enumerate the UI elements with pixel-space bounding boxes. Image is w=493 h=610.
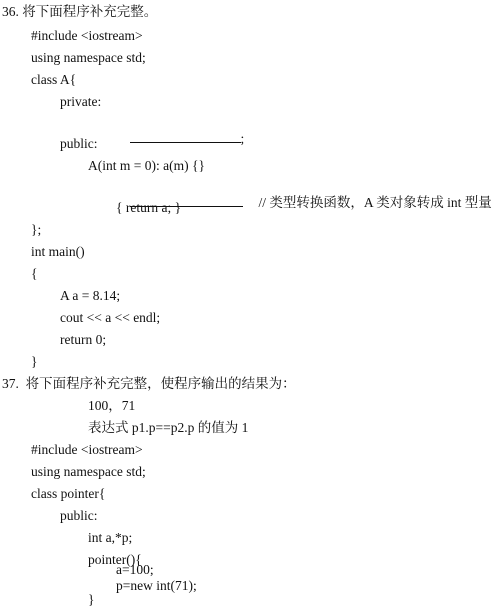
code-line: public: [60, 136, 98, 151]
semicolon: ; [240, 131, 245, 146]
fill-in-line-1 [116, 114, 245, 146]
code-line: return 0; [60, 332, 107, 347]
code-line: A(int m = 0): a(m) {} [88, 158, 205, 173]
code-line: } [88, 592, 95, 607]
code-line: class pointer{ [31, 486, 106, 501]
code-line: using namespace std; [31, 464, 146, 479]
code-line: public: [60, 508, 98, 523]
code-comment: // 类型转换函数，A 类对象转成 int 型量 [258, 195, 492, 210]
code-line: private: [60, 94, 102, 109]
code-line: using namespace std; [31, 50, 146, 65]
code-line: cout << a << endl; [60, 310, 161, 325]
expected-output-line: 表达式 p1.p==p2.p 的值为 1 [88, 420, 249, 435]
code-line: { [31, 266, 38, 281]
code-line: int a,*p; [88, 530, 133, 545]
code-line: pointer(){ [88, 552, 142, 567]
code-line: #include <iostream> [31, 442, 143, 457]
expected-output-line: 100，71 [88, 398, 136, 413]
code-line: A a = 8.14; [60, 288, 121, 303]
code-line: } [31, 354, 38, 369]
question-36-heading: 36. 将下面程序补充完整。 [2, 4, 158, 19]
code-line: class A{ [31, 72, 77, 87]
code-line: a=100; [116, 562, 154, 577]
code-line: p=new int(71); [116, 578, 197, 593]
code-line: int main() [31, 244, 85, 259]
code-line: { return a; } [116, 200, 182, 215]
code-line: #include <iostream> [31, 28, 143, 43]
question-37-heading: 37. 将下面程序补充完整，使程序输出的结果为： [2, 376, 296, 391]
answer-blank-1[interactable] [130, 130, 241, 143]
code-line: }; [31, 222, 42, 237]
